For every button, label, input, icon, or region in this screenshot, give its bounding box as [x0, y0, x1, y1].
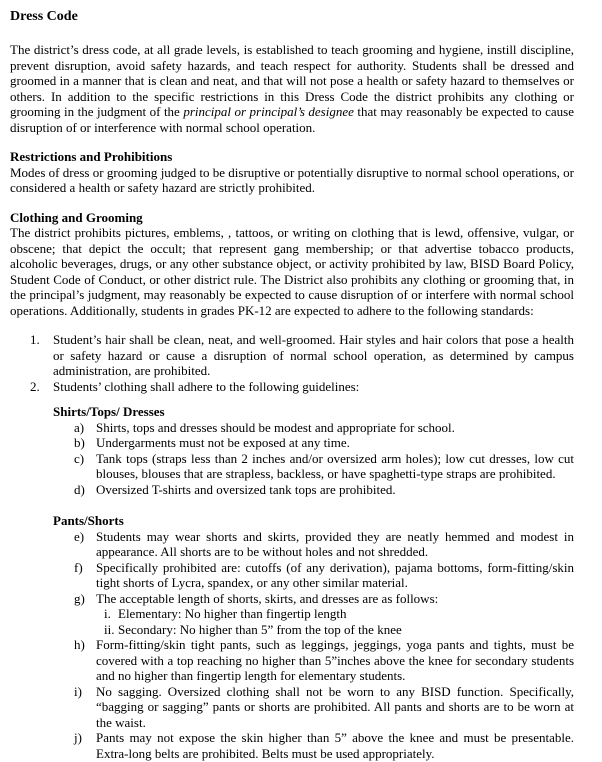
list-marker: i) [74, 683, 82, 699]
intro-italic: principal or principal’s designee [183, 104, 354, 119]
list-item-text: The acceptable length of shorts, skirts, and dresses are as follows: [96, 590, 439, 606]
list-item [10, 730, 574, 761]
list-item-text: Specifically prohibited are: cutoffs (of any derivation), pajama bottoms, form-fitting/skin tight shorts of Lycra, spandex, or any other similar material. [96, 559, 574, 590]
standards-list [10, 332, 574, 394]
sublist-item-text: Secondary: No higher than 5” from the top of the knee [118, 621, 402, 637]
sublist-item-text: Elementary: No higher than fingertip length [118, 606, 347, 621]
list-marker: c) [74, 450, 85, 466]
list-marker: j) [74, 730, 82, 745]
sublist-item [96, 622, 574, 638]
shirts-heading: Shirts/Tops/ Dresses [53, 404, 165, 419]
length-sublist [96, 606, 574, 637]
list-marker: 2. [30, 378, 40, 394]
intro-text-2: that may reasonably be expected to cause disruption of or interference with normal school operation. [10, 104, 574, 135]
clothing-paragraph: The district prohibits pictures, emblems, , tattoos, or writing on clothing that is lewd, offensive, vulgar, or obscene; that depict the occult; that represent gang membership; or that advertise tobacco products, alcoholic beverages, drugs, or any other substance object, or activity prohibited by law, BISD Board Policy, Student Code of Conduct, or other district rule. The District also prohibits any clothing or grooming that, in the principal’s judgment, may reasonably be expected to cause disruption of or interfere with normal school operations. Additionally, students in grades PK-12 are expected to adhere to the following standards: [10, 225, 574, 318]
list-marker: d) [74, 481, 85, 497]
list-item-text: Students may wear shorts and skirts, provided they are neatly hemmed and modest in appearance. All shorts are to be without holes and not shredded. [96, 528, 574, 559]
list-marker: ii. [104, 621, 115, 637]
list-marker: i. [104, 606, 111, 621]
list-marker: h) [74, 637, 85, 652]
list-item-text: Form-fitting/skin tight pants, such as leggings, jeggings, yoga pants and tights, must be covered with a top reaching no higher than 5”inches above the knee for secondary students and no higher than fingertip length for elementary students. [96, 637, 574, 683]
pants-list [10, 529, 574, 762]
restrictions-paragraph: Modes of dress or grooming judged to be disruptive or potentially disruptive to normal school operations, or considered a health or safety hazard are strictly prohibited. [10, 164, 574, 195]
list-item [10, 591, 574, 638]
list-item [10, 637, 574, 684]
standard-item [10, 332, 574, 379]
list-item-text: Tank tops (straps less than 2 inches and/or oversized arm holes); low cut dresses, low cut blouses, blouses that are strapless, backless, or have spaghetti-type straps are prohibited. [96, 450, 574, 481]
page-title: Dress Code [10, 9, 78, 24]
list-item-text: Oversized T-shirts and oversized tank tops are prohibited. [96, 481, 396, 497]
sublist-item [96, 606, 574, 622]
standard-text: Student’s hair shall be clean, neat, and well-groomed. Hair styles and hair colors that pose a health or safety hazard or cause a disruption of normal school operation, as determined by campus administration, are prohibited. [53, 332, 574, 378]
shirts-list [10, 420, 574, 498]
list-item-text: No sagging. Oversized clothing shall not be worn to any BISD function. Specifically, “bagging or sagging” pants or shorts are prohibited. All pants and shorts are to be worn at the waist. [96, 683, 574, 730]
restrictions-heading: Restrictions and Prohibitions [10, 149, 173, 164]
list-marker: 1. [30, 332, 40, 347]
list-marker: a) [74, 419, 85, 435]
list-item [10, 451, 574, 482]
standard-item [10, 379, 574, 395]
list-item [10, 482, 574, 498]
list-item-text: Pants may not expose the skin higher than 5” above the knee and must be presentable. Extra-long belts are prohibited. Belts must be used appropriately. [96, 730, 574, 761]
list-item-text: Undergarments must not be exposed at any time. [96, 435, 350, 450]
list-item [10, 420, 574, 436]
list-item-text: Shirts, tops and dresses should be modest and appropriate for school. [96, 419, 455, 435]
list-marker: b) [74, 435, 85, 450]
list-item [10, 684, 574, 731]
list-marker: g) [74, 590, 85, 606]
list-item [10, 435, 574, 451]
list-item [10, 529, 574, 560]
list-item [10, 560, 574, 591]
standard-text: Students’ clothing shall adhere to the following guidelines: [53, 378, 360, 394]
list-marker: f) [74, 559, 83, 575]
pants-heading: Pants/Shorts [53, 513, 124, 528]
intro-paragraph [10, 42, 574, 135]
list-marker: e) [74, 528, 85, 544]
intro-text-1: The district’s dress code, at all grade levels, is established to teach grooming and hygiene, instill discipline, prevent disruption, avoid safety hazards, and teach respect for authority. Students shall be dressed and groomed in a manner that is clean and neat, and that will not pose a health or safety hazard to themselves or others. In addition to the specific restrictions in this Dress Code the district prohibits any clothing or grooming in the judgment of the [10, 42, 574, 119]
clothing-heading: Clothing and Grooming [10, 209, 143, 225]
